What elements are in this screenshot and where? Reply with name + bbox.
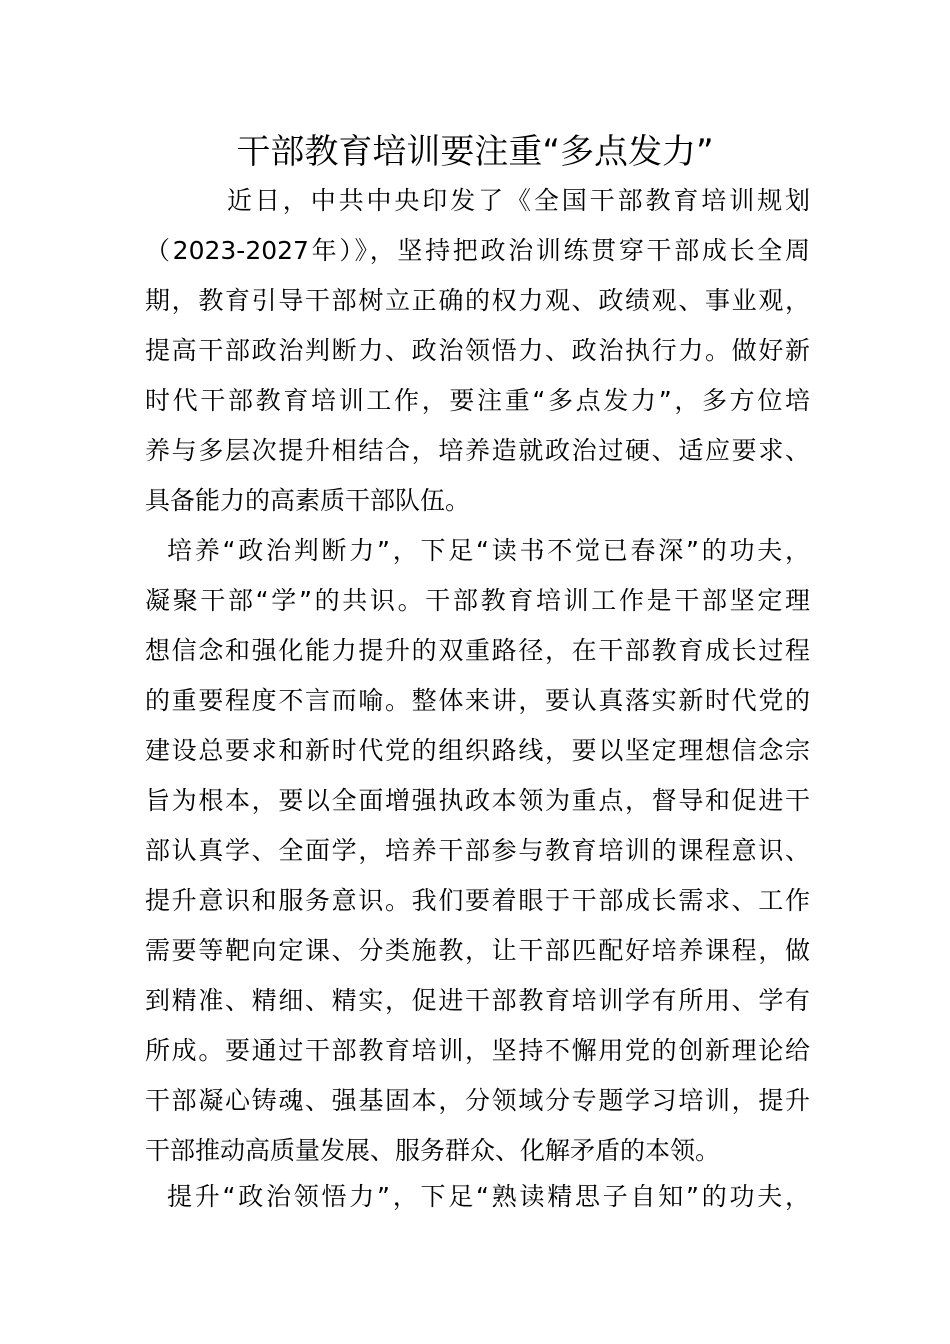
- text-line: 想信念和强化能力提升的双重路径，在干部教育成长过程: [145, 636, 810, 665]
- text-line: 培养“政治判断力”，下足“读书不觉已春深”的功夫，: [167, 536, 810, 565]
- text-line: 养与多层次提升相结合，培养造就政治过硬、适应要求、: [145, 436, 810, 465]
- paragraph-3: [145, 1172, 810, 1222]
- text-line: 所成。要通过干部教育培训，坚持不懈用党的创新理论给: [145, 1036, 810, 1065]
- text-line: 部认真学、全面学，培养干部参与教育培训的课程意识、: [145, 836, 810, 865]
- text-line: 凝聚干部“学”的共识。干部教育培训工作是干部坚定理: [145, 586, 810, 615]
- text-line: 到精准、精细、精实，促进干部教育培训学有所用、学有: [145, 986, 810, 1015]
- paragraph-1: [145, 176, 810, 526]
- text-line: 需要等靶向定课、分类施教，让干部匹配好培养课程，做: [145, 936, 810, 965]
- paragraph-2: [145, 526, 810, 1176]
- text-line: （2023-2027年）》，坚持把政治训练贯穿干部成长全周: [145, 236, 810, 265]
- text-line: 提升意识和服务意识。我们要着眼于干部成长需求、工作: [145, 886, 810, 915]
- document-title: 干部教育培训要注重“多点发力”: [236, 132, 714, 172]
- text-line: 期，教育引导干部树立正确的权力观、政绩观、事业观，: [145, 286, 810, 315]
- text-line: 的重要程度不言而喻。整体来讲，要认真落实新时代党的: [145, 686, 810, 715]
- text-line: 具备能力的高素质干部队伍。: [145, 486, 471, 515]
- text-line: 近日，中共中央印发了《全国干部教育培训规划: [227, 186, 810, 215]
- text-line: 干部推动高质量发展、服务群众、化解矛盾的本领。: [145, 1136, 721, 1165]
- text-line: 提升“政治领悟力”，下足“熟读精思子自知”的功夫，: [167, 1182, 810, 1211]
- text-line: 建设总要求和新时代党的组织路线，要以坚定理想信念宗: [145, 736, 810, 765]
- text-line: 时代干部教育培训工作，要注重“多点发力”，多方位培: [145, 386, 810, 415]
- text-line: 旨为根本，要以全面增强执政本领为重点，督导和促进干: [145, 786, 810, 815]
- text-line: 提高干部政治判断力、政治领悟力、政治执行力。做好新: [145, 336, 810, 365]
- text-line: 干部凝心铸魂、强基固本，分领域分专题学习培训，提升: [145, 1086, 810, 1115]
